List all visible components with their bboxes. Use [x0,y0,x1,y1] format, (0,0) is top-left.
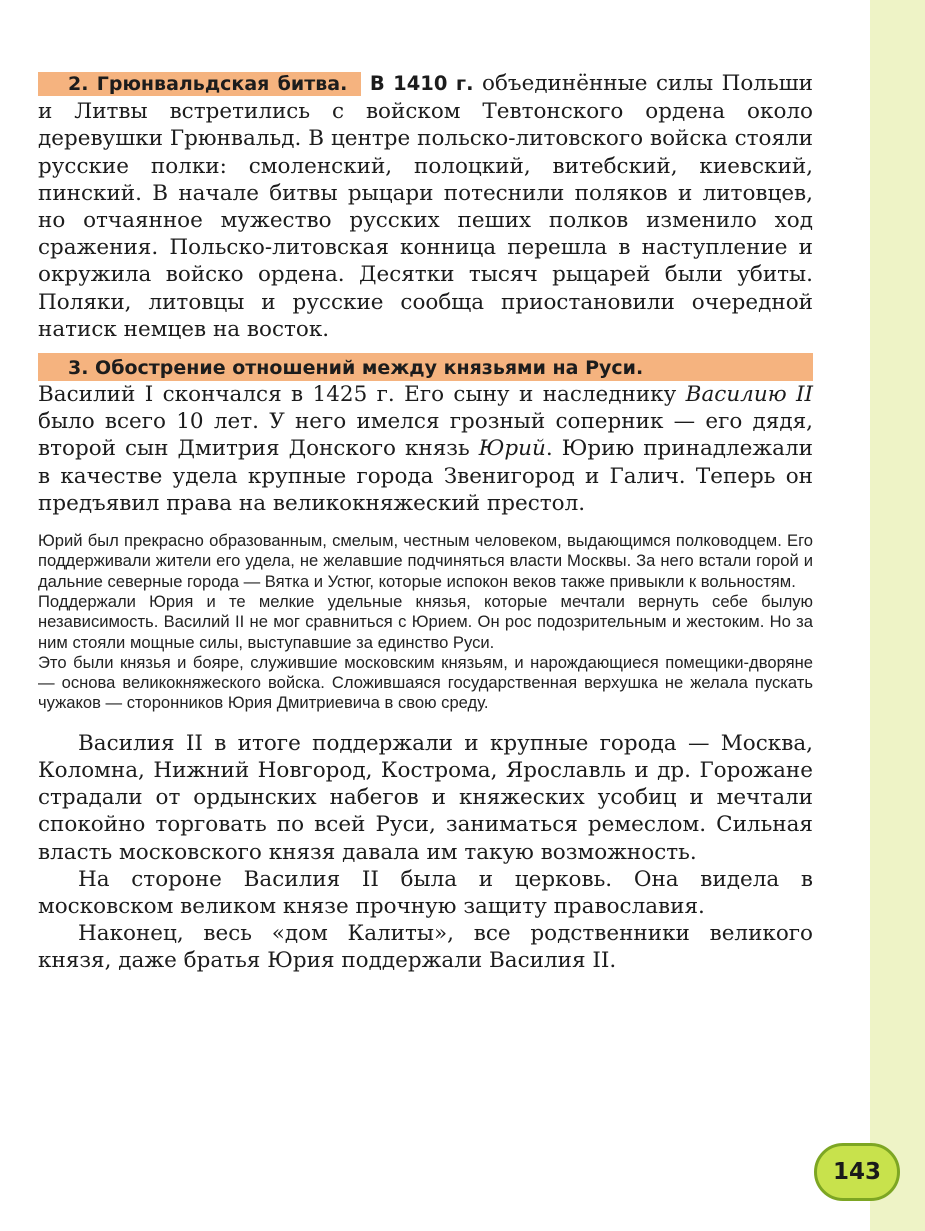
small-paragraph-3: Это были князья и бояре, служившие московским князьям, и нарождающиеся помещики-дворяне — основа великокняжеского войска. Сложившаяся государственная верхушка не желала пускать чужаков — сторонников Юрия Дмитриевича в свою среду. [38,652,813,713]
page-margin-band [870,0,925,1231]
section-3-paragraph [38,381,813,517]
small-paragraph-2: Поддержали Юрия и те мелкие удельные князья, которые мечтали вернуть себе былую независимость. Василий II не мог сравниться с Юрием. Он рос подозрительным и жестоким. Но за ним стояли мощные силы, выступавшие за единство Руси. [38,591,813,652]
section-2-paragraph [38,70,813,343]
paragraph-kalita: Наконец, весь «дом Калиты», все родственники великого князя, даже братья Юрия поддержали Василия II. [38,921,813,974]
paragraph-cities: Василия II в итоге поддержали и крупные города — Москва, Коломна, Нижний Новгород, Кострома, Ярославль и др. Горожане страдали от ордынских набегов и княжеских усобиц и мечтали спокойно торговать по всей Руси, заниматься ремеслом. Сильная власть московского князя давала им такую возможность. [38,730,813,865]
textbook-page [38,70,813,975]
section-3-text-c: . Юрию принадлежали в качестве удела крупные города Звенигород и Галич. Теперь он предъявил права на великокняжеский престол. [38,436,813,516]
section-2-year: В 1410 г. [369,72,474,95]
paragraph-church: На стороне Василия II была и церковь. Она видела в московском великом князе прочную защиту православия. [38,866,813,919]
section-2-heading: 2. Грюнвальдская битва. [38,72,361,96]
section-3-text-a: Василий I скончался в 1425 г. Его сыну и наследнику [38,382,686,408]
small-paragraph-1: Юрий был прекрасно образованным, смелым, честным человеком, выдающимся полководцем. Его поддерживали жители его удела, не желавшие подчиняться власти Москвы. За него встали горой и дальние северные города — Вятка и Устюг, которые испокон веков также привыкли к вольностям. [38,531,813,591]
section-3-text-b: было всего 10 лет. У него имелся грозный соперник — его дядя, второй сын Дмитрия Донского князь [38,409,813,462]
section-2-text: объединённые силы Польши и Литвы встретились с войском Тевтонского ордена около деревушки Грюнвальд. В центре польско-литовского войска стояли русские полки: смоленский, полоцкий, витебский, киевский, пинский. В начале битвы рыцари потеснили поляков и литовцев, но отчаянное мужество русских пеших полков изменило ход сражения. Польско-литовская конница перешла в наступление и окружила войско ордена. Десятки тысяч рыцарей были убиты. Поляки, литовцы и русские сообща приостановили очередной натиск немцев на восток. [38,71,813,342]
name-vasily-ii: Василию II [685,382,814,408]
page-number-badge: 143 [814,1143,900,1201]
name-yury: Юрий [478,436,546,462]
section-3-heading: 3. Обострение отношений между князьями на Руси. [38,353,813,381]
